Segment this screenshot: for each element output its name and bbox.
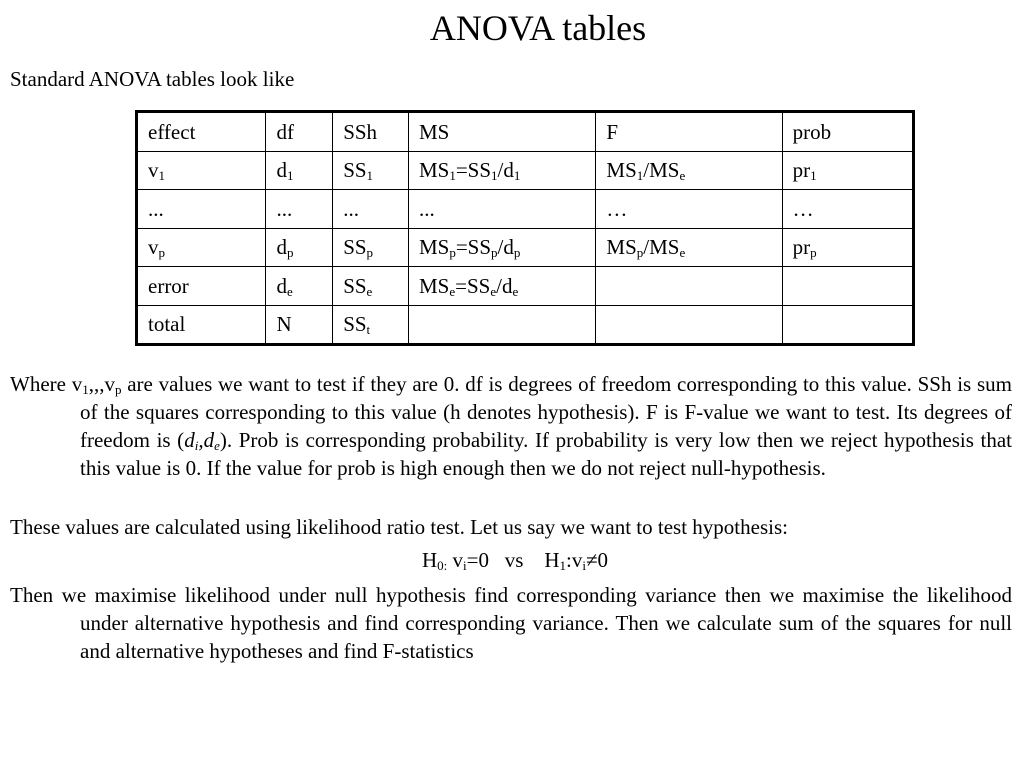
cell-text: /MS — [643, 158, 680, 183]
cell-text: … — [606, 196, 628, 221]
anova-table — [135, 110, 915, 346]
header-cell: effect — [137, 112, 266, 152]
cell-subscript: e — [366, 283, 373, 299]
cell-text: =SS — [455, 273, 491, 298]
table-cell — [137, 151, 266, 190]
page-title: ANOVA tables — [429, 8, 647, 48]
para1-text: ). Prob is corresponding probability. If probability is very low then we reject hypothesis that this value is 0. If the value for prob is high enough then we do not reject null-hypothesis. — [80, 428, 1012, 480]
cell-subscript: p — [810, 245, 817, 261]
table-row — [137, 305, 914, 345]
cell-subscript: p — [366, 245, 374, 261]
table-cell — [137, 305, 266, 345]
table-cell — [333, 305, 409, 345]
cell-text: =SS — [455, 235, 492, 260]
para1-sub: e — [214, 438, 220, 453]
cell-text: SS — [343, 312, 367, 337]
para1-italic: ,d — [198, 428, 215, 452]
table-cell — [137, 267, 266, 306]
table-cell — [408, 190, 595, 229]
cell-subscript: e — [679, 168, 686, 184]
cell-subscript: e — [286, 283, 293, 299]
cell-subscript: 1 — [636, 168, 644, 184]
formula-text: H — [421, 548, 438, 572]
table-cell — [333, 151, 409, 190]
header-cell: prob — [782, 112, 913, 152]
cell-subscript: p — [491, 245, 498, 261]
cell-subscript: 1 — [449, 168, 456, 184]
cell-text: total — [148, 312, 186, 337]
cell-subscript: p — [636, 245, 644, 261]
cell-subscript: 1 — [286, 168, 294, 184]
cell-text: /d — [497, 158, 514, 183]
header-cell: MS — [408, 112, 595, 152]
table-header-row — [137, 112, 914, 152]
cell-text: MS — [418, 273, 450, 298]
para1-sub: 1 — [82, 382, 89, 397]
cell-text: /d — [496, 273, 513, 298]
cell-subscript: 1 — [491, 168, 498, 184]
header-cell: F — [596, 112, 782, 152]
cell-subscript: 1 — [366, 168, 374, 184]
cell-text: … — [792, 196, 814, 221]
formula-sub: 0: — [437, 558, 448, 573]
table-cell — [266, 228, 333, 267]
intro-text: Standard ANOVA tables look like — [10, 67, 295, 91]
table-cell — [596, 190, 782, 229]
table-cell — [408, 228, 595, 267]
anova-table-body — [137, 112, 914, 345]
formula-sub: i — [582, 558, 587, 573]
cell-text: N — [276, 312, 292, 337]
cell-text: SS — [343, 235, 367, 260]
table-cell — [333, 267, 409, 306]
cell-subscript: p — [286, 245, 294, 261]
cell-subscript: 1 — [513, 168, 521, 184]
cell-text: d — [276, 235, 287, 260]
cell-subscript: p — [449, 245, 456, 261]
cell-text: MS — [418, 158, 450, 183]
formula-text: =0 vs H — [466, 548, 560, 572]
table-cell — [596, 151, 782, 190]
table-cell — [596, 267, 782, 306]
cell-text: /d — [497, 235, 514, 260]
para1-text: Where v — [10, 372, 83, 396]
para1-text: are values we want to test if they are 0. df is degrees of freedom corresponding to this value. SSh is sum of the squares corresponding to this value (h denotes hypothesis). F is F-value we want to test. Its degrees of freedom is ( — [80, 372, 1012, 452]
table-cell — [266, 151, 333, 190]
paragraph-where — [10, 370, 1012, 482]
cell-text: SS — [343, 158, 367, 183]
cell-text: ... — [418, 196, 435, 221]
header-cell: SSh — [333, 112, 409, 152]
paragraph-likelihood: These values are calculated using likelihood ratio test. Let us say we want to test hypothesis: — [10, 515, 788, 539]
table-cell — [137, 190, 266, 229]
table-cell — [782, 228, 913, 267]
table-cell — [782, 267, 913, 306]
formula-text: :v — [566, 548, 583, 572]
formula-sub: 1 — [559, 558, 567, 573]
cell-text: MS — [418, 235, 450, 260]
cell-subscript: 1 — [810, 168, 817, 184]
table-cell — [266, 305, 333, 345]
cell-subscript: e — [449, 283, 456, 299]
table-row — [137, 228, 914, 267]
table-cell — [408, 267, 595, 306]
paragraph-maximise: Then we maximise likelihood under null hypothesis find corresponding variance then we maximise the likelihood under alternative hypothesis and find corresponding variance. Then we calculate sum of the squares for null and alternative hypotheses and find F-statistics — [10, 583, 1012, 663]
table-cell — [596, 228, 782, 267]
para1-text: ,,,v — [88, 372, 115, 396]
table-cell — [596, 305, 782, 345]
cell-text: ... — [343, 196, 359, 221]
para1-sub: p — [114, 382, 122, 397]
table-cell — [266, 267, 333, 306]
cell-text: SS — [343, 273, 367, 298]
cell-text: error — [148, 273, 189, 298]
cell-subscript: e — [490, 283, 497, 299]
table-cell — [782, 151, 913, 190]
cell-text: pr — [792, 158, 811, 183]
cell-text: d — [276, 273, 287, 298]
table-cell — [137, 228, 266, 267]
table-cell — [408, 305, 595, 345]
table-row — [137, 151, 914, 190]
table-row — [137, 267, 914, 306]
cell-subscript: p — [513, 245, 521, 261]
formula-text: v — [447, 548, 463, 572]
cell-text: =SS — [455, 158, 492, 183]
table-cell — [782, 305, 913, 345]
table-cell — [408, 151, 595, 190]
formula-text: ≠0 — [586, 548, 609, 572]
cell-subscript: p — [158, 245, 165, 261]
cell-subscript: 1 — [158, 168, 165, 184]
hypothesis-formula — [0, 546, 1024, 574]
cell-subscript: t — [366, 322, 371, 338]
cell-text: pr — [792, 235, 811, 260]
cell-text: /MS — [643, 235, 680, 260]
header-cell: df — [266, 112, 333, 152]
cell-text: v — [148, 235, 159, 260]
table-cell — [333, 190, 409, 229]
cell-text: ... — [276, 196, 293, 221]
para1-italic: d — [184, 428, 195, 452]
cell-text: MS — [606, 158, 637, 183]
formula-sub: i — [462, 558, 467, 573]
cell-text: ... — [148, 196, 164, 221]
cell-text: d — [276, 158, 287, 183]
cell-text: v — [148, 158, 159, 183]
cell-subscript: e — [512, 283, 519, 299]
table-cell — [266, 190, 333, 229]
cell-text: MS — [606, 235, 637, 260]
cell-subscript: e — [679, 245, 686, 261]
table-cell — [782, 190, 913, 229]
table-cell — [333, 228, 409, 267]
para1-sub: i — [194, 438, 199, 453]
table-row — [137, 190, 914, 229]
